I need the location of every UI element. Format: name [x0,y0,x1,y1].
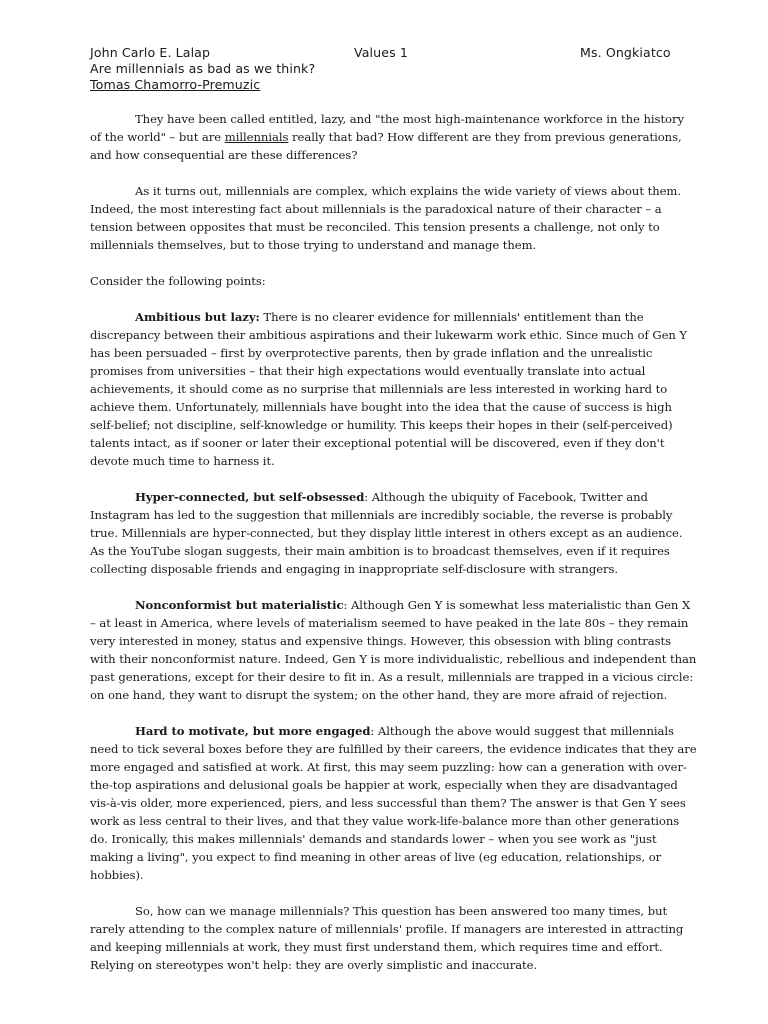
heading-hyperconnected: Hyper-connected, but self-obsessed [135,490,365,504]
paragraph-motivate [90,722,698,884]
underlined-word: millennials [224,130,289,144]
heading-motivate: Hard to motivate, but more engaged [135,724,371,738]
article-author: Tomas Chamorro-Premuzic [90,77,261,92]
heading-nonconformist: Nonconformist but materialistic [135,598,344,612]
article-title: Are millennials as bad as we think? [90,61,316,76]
text-hyperconnected: : Although the ubiquity of Facebook, Twitter and Instagram has led to the suggestion that millennials are incredibly sociable, the reverse is probably true. Millennials are hyper-connected, but they display little interest in others except as an audience. As the YouTube slogan suggests, their main ambition is to broadcast themselves, even if it requires collecting disposable friends and engaging in inappropriate self-disclosure with strangers. [90,490,683,576]
paragraph-points-lead: Consider the following points: [90,274,266,288]
text-nonconformist: : Although Gen Y is somewhat less materialistic than Gen X – at least in America, where levels of materialism seemed to have peaked in the late 80s – they remain very interested in money, status and expensive things. However, this obsession with bling contrasts with their nonconformist nature. Indeed, Gen Y is more individualistic, rebellious and independent than past generations, except for their desire to fit in. As a result, millennials are trapped in a vicious circle: on one hand, they want to disrupt the system; on the other hand, they are more afraid of rejection. [90,598,697,702]
document-page [90,45,698,992]
student-name: John Carlo E. Lalap [90,45,211,60]
course-name: Values 1 [354,45,408,60]
paragraph-ambitious [90,308,698,470]
paragraph-intro-end: really that bad? How different are they from previous generations, and how consequential are these differences? [90,130,682,162]
paragraph-nonconformist [90,596,698,704]
document-body [90,110,698,974]
document-header [90,45,698,93]
paragraph-conclusion: So, how can we manage millennials? This question has been answered too many times, but rarely attending to the complex nature of millennials' profile. If managers are interested in attracting and keeping millennials at work, they must first understand them, which requires time and effort. Relying on stereotypes won't help: they are overly simplistic and inaccurate. [90,904,684,972]
paragraph-intro-start: They have been called entitled, lazy, and "the most high-maintenance workforce in the history of the world" – but are [90,112,684,144]
text-ambitious: There is no clearer evidence for millennials' entitlement than the discrepancy between their ambitious aspirations and their lukewarm work ethic. Since much of Gen Y has been persuaded – first by overprotective parents, then by grade inflation and the unrealistic promises from universities – that their high expectations would eventually translate into actual achievements, it should come as no surprise that millennials are less interested in working hard to achieve them. Unfortunately, millennials have bought into the idea that the cause of success is high self-belief; not discipline, self-knowledge or humility. This keeps their hopes in their (self-perceived) talents intact, as if sooner or later their exceptional potential will be discovered, even if they don't devote much time to harness it. [90,310,688,468]
text-motivate: : Although the above would suggest that millennials need to tick several boxes before they are fulfilled by their careers, the evidence indicates that they are more engaged and satisfied at work. At first, this may seem puzzling: how can a generation with over-the-top aspirations and delusional goals be happier at work, especially when they are disadvantaged vis-à-vis older, more experienced, piers, and less successful than them? The answer is that Gen Y sees work as less central to their lives, and that they value work-life-balance more than other generations do. Ironically, this makes millennials' demands and standards lower – when you see work as "just making a living", you expect to find meaning in other areas of live (eg education, relationships, or hobbies). [90,724,697,882]
heading-ambitious: Ambitious but lazy: [135,310,260,324]
paragraph-complexity: As it turns out, millennials are complex, which explains the wide variety of views about them. Indeed, the most interesting fact about millennials is the paradoxical nature of their character – a tension between opposites that must be reconciled. This tension presents a challenge, not only to millennials themselves, but to those trying to understand and manage them. [90,184,682,252]
paragraph-hyperconnected [90,488,698,578]
paragraph-intro [90,110,698,164]
teacher-name: Ms. Ongkiatco [580,45,671,60]
header-row [90,45,698,61]
